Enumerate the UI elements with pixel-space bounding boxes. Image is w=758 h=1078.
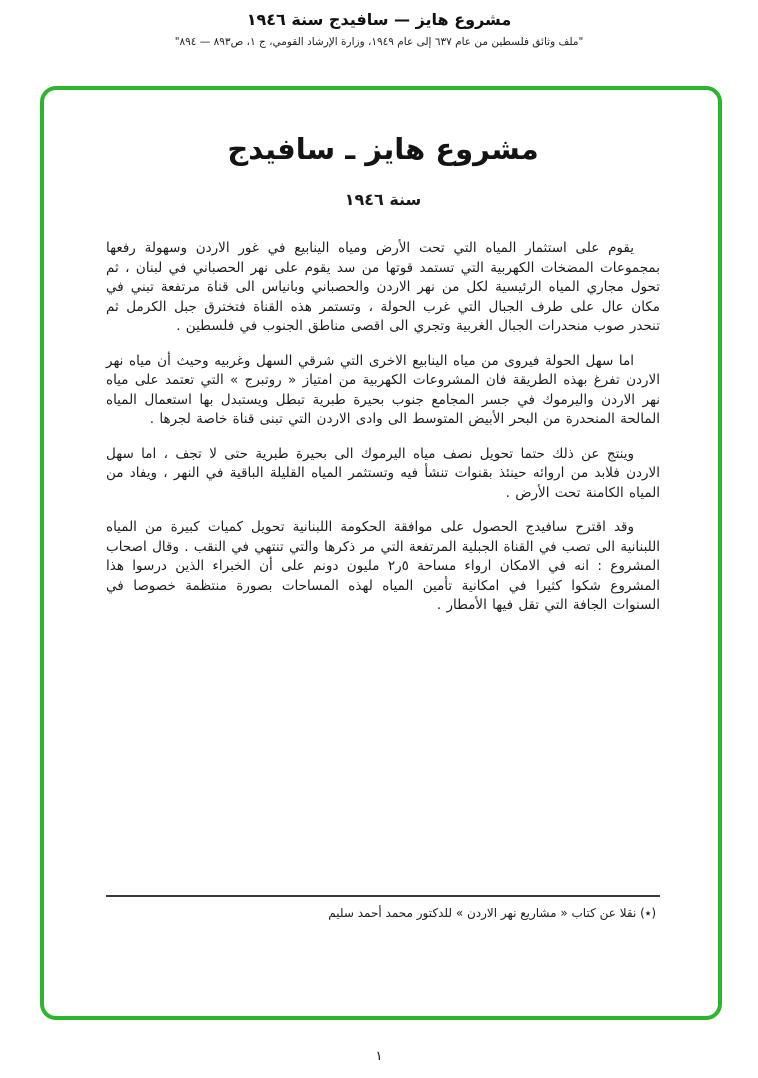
header-source-citation: "ملف وثائق فلسطين من عام ٦٣٧ إلى عام ١٩٤٩، وزارة الإرشاد القومي، ج ١، ص٨٩٣ — ٨٩٤" [174, 36, 584, 48]
paragraph-1: يقوم على استثمار المياه التي تحت الأرض ومياه الينابيع في غور الاردن وسهولة رفعها بمجموعات المضخات الكهربية التي تستمد قوتها من سد يقوم على نهر الحصباني في لبنان ، ثم تحول مجاري المياه الرئيسية لكل من نهر الاردن والحصباني وبانياس الى قناة مرتفعة تبني في مكان عال على طرف الجبال التي غرب الحولة ، وتستمر هذه القناة فتخترق جبل الكرمل ثم تنحدر صوب منحدرات الجبال الغربية وتجري الى اقصى مناطق الجنوب في فلسطين . [106, 240, 660, 334]
paragraph-2: اما سهل الحولة فيروى من مياه الينابيع الاخرى التي شرقي السهل وغربيه وحيث أن مياه نهر الاردن تفرغ بهذه الطريقة فان المشروعات الكهربية من امتياز « روتبرج » التي تعتمد على مياه نهر الاردن واليرموك في جسر المجامع جنوب بحيرة طبرية تبطل ويستبدل بها استعمال المياه المالحة المنحدرة من البحر الأبيض المتوسط الى وادى الاردن التي تبنى قناة خاصة لجرها . [106, 352, 660, 427]
paragraph-3: وينتج عن ذلك حتما تحويل نصف مياه اليرموك الى بحيرة طبرية حتى لا تجف ، اما سهل الاردن فلابد من اروائه حينئذ بقنوات تنشأ فيه وتستثمر المياه القليلة الباقية في النهر ، ويفاد من المياه الكامنة تحت الأرض . [106, 445, 660, 501]
page-number: ١ [375, 1049, 383, 1064]
page-header [0, 0, 758, 48]
paragraph-4: وقد اقترح سافيدج الحصول على موافقة الحكومة اللبنانية تحويل كميات كبيرة من المياه اللبنانية الى تصب في القناة الجبلية المرتفعة التي مر ذكرها والتي تنتهي في النقب . وقال اصحاب المشروع : انه في الامكان ارواء مساحة ٥ر٢ مليون دونم على أن الخبراء الذين درسوا هذا المشروع شكوا كثيرا في امكانية تأمين المياه لهذه المساحات بصورة منتظمة خصوصا في السنوات الجافة التي تقل فيها الأمطار . [106, 519, 661, 613]
document-body [106, 239, 660, 631]
document-title: مشروع هايز ـ سافيدج [227, 132, 539, 166]
footnote-divider [106, 895, 660, 897]
header-title: مشروع هايز — سافيدج سنة ١٩٤٦ [246, 10, 512, 29]
document-frame [40, 86, 722, 1020]
footnote-text: (٭) نقلا عن كتاب « مشاريع نهر الاردن » للدكتور محمد أحمد سليم [328, 906, 656, 920]
document-subtitle: سنة ١٩٤٦ [344, 190, 422, 209]
footnote-area [106, 895, 660, 920]
